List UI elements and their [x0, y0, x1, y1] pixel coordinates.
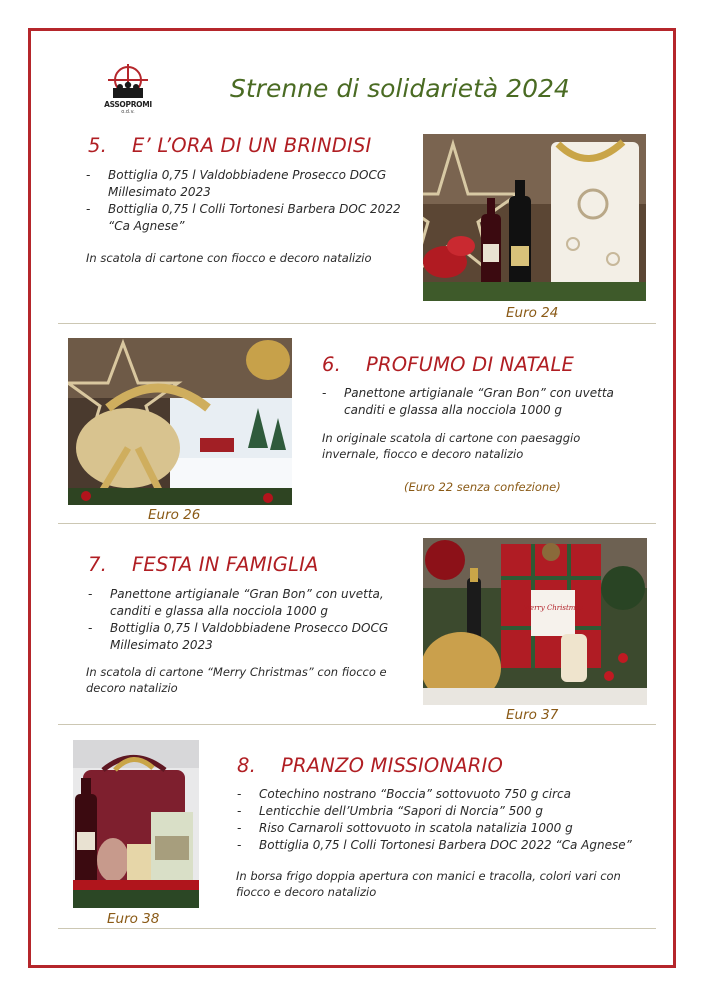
section-7-title [88, 553, 319, 576]
section-8-items [237, 786, 647, 854]
logo-subtext: o.d.v. [121, 109, 135, 115]
section-6-photo [68, 338, 292, 505]
section-7-photo [423, 538, 647, 705]
section-6-note: In originale scatola di cartone con paesaggio invernale, fiocco e decoro natalizio [322, 431, 581, 461]
section-name: PROFUMO DI NATALE [366, 353, 575, 376]
section-6-extra-price: (Euro 22 senza confezione) [404, 480, 561, 494]
divider [58, 523, 656, 524]
list-item: - Cotechino nostrano “Boccia” sottovuoto 750 g circa [237, 786, 647, 803]
section-7-note: In scatola di cartone “Merry Christmas” con fiocco e decoro natalizio [86, 665, 387, 695]
section-7-items [88, 586, 408, 654]
list-item: - Bottiglia 0,75 l Colli Tortonesi Barbera DOC 2022 “Ca Agnese” [237, 837, 647, 854]
section-5-price: Euro 24 [506, 305, 559, 321]
list-item: - Riso Carnaroli sottovuoto in scatola natalizia 1000 g [237, 820, 647, 837]
list-item: - Bottiglia 0,75 l Colli Tortonesi Barbera DOC 2022 “Ca Agnese” [86, 201, 406, 235]
list-item: - Bottiglia 0,75 l Valdobbiadene Prosecco DOCG Millesimato 2023 [86, 167, 406, 201]
merry-christmas-label: Merry Christmas [522, 604, 584, 612]
divider [58, 928, 656, 929]
section-6-title [322, 353, 574, 376]
section-8-photo [73, 740, 199, 908]
list-item: - Panettone artigianale “Gran Bon” con uvetta canditi e glassa alla nocciola 1000 g [322, 385, 622, 419]
list-item: - Lenticchie dell’Umbria “Sapori di Norcia” 500 g [237, 803, 647, 820]
divider [58, 323, 656, 324]
section-number: 5. [88, 134, 108, 157]
section-number: 7. [88, 553, 108, 576]
section-6-items [322, 385, 622, 419]
section-number: 8. [237, 754, 257, 777]
logo-text: ASSOPROMI [104, 100, 152, 109]
list-item: - Bottiglia 0,75 l Valdobbiadene Prosecco DOCG Millesimato 2023 [88, 620, 408, 654]
page-title: Strenne di solidarietà 2024 [230, 74, 570, 103]
section-5-note: In scatola di cartone con fiocco e decoro natalizio [86, 251, 372, 265]
divider [58, 724, 656, 725]
section-8-note: In borsa frigo doppia apertura con manici e tracolla, colori vari con fiocco e decoro natalizio [236, 869, 621, 899]
section-6-price: Euro 26 [148, 507, 201, 523]
section-5-photo [423, 134, 646, 301]
section-name: FESTA IN FAMIGLIA [132, 553, 319, 576]
section-name: E’ L’ORA DI UN BRINDISI [132, 134, 372, 157]
section-7-price: Euro 37 [506, 707, 559, 723]
section-5-title [88, 134, 372, 157]
list-item: - Panettone artigianale “Gran Bon” con uvetta, canditi e glassa alla nocciola 1000 g [88, 586, 408, 620]
section-8-title [237, 754, 503, 777]
section-name: PRANZO MISSIONARIO [281, 754, 504, 777]
section-5-items [86, 167, 406, 235]
section-number: 6. [322, 353, 342, 376]
section-8-price: Euro 38 [107, 911, 160, 927]
